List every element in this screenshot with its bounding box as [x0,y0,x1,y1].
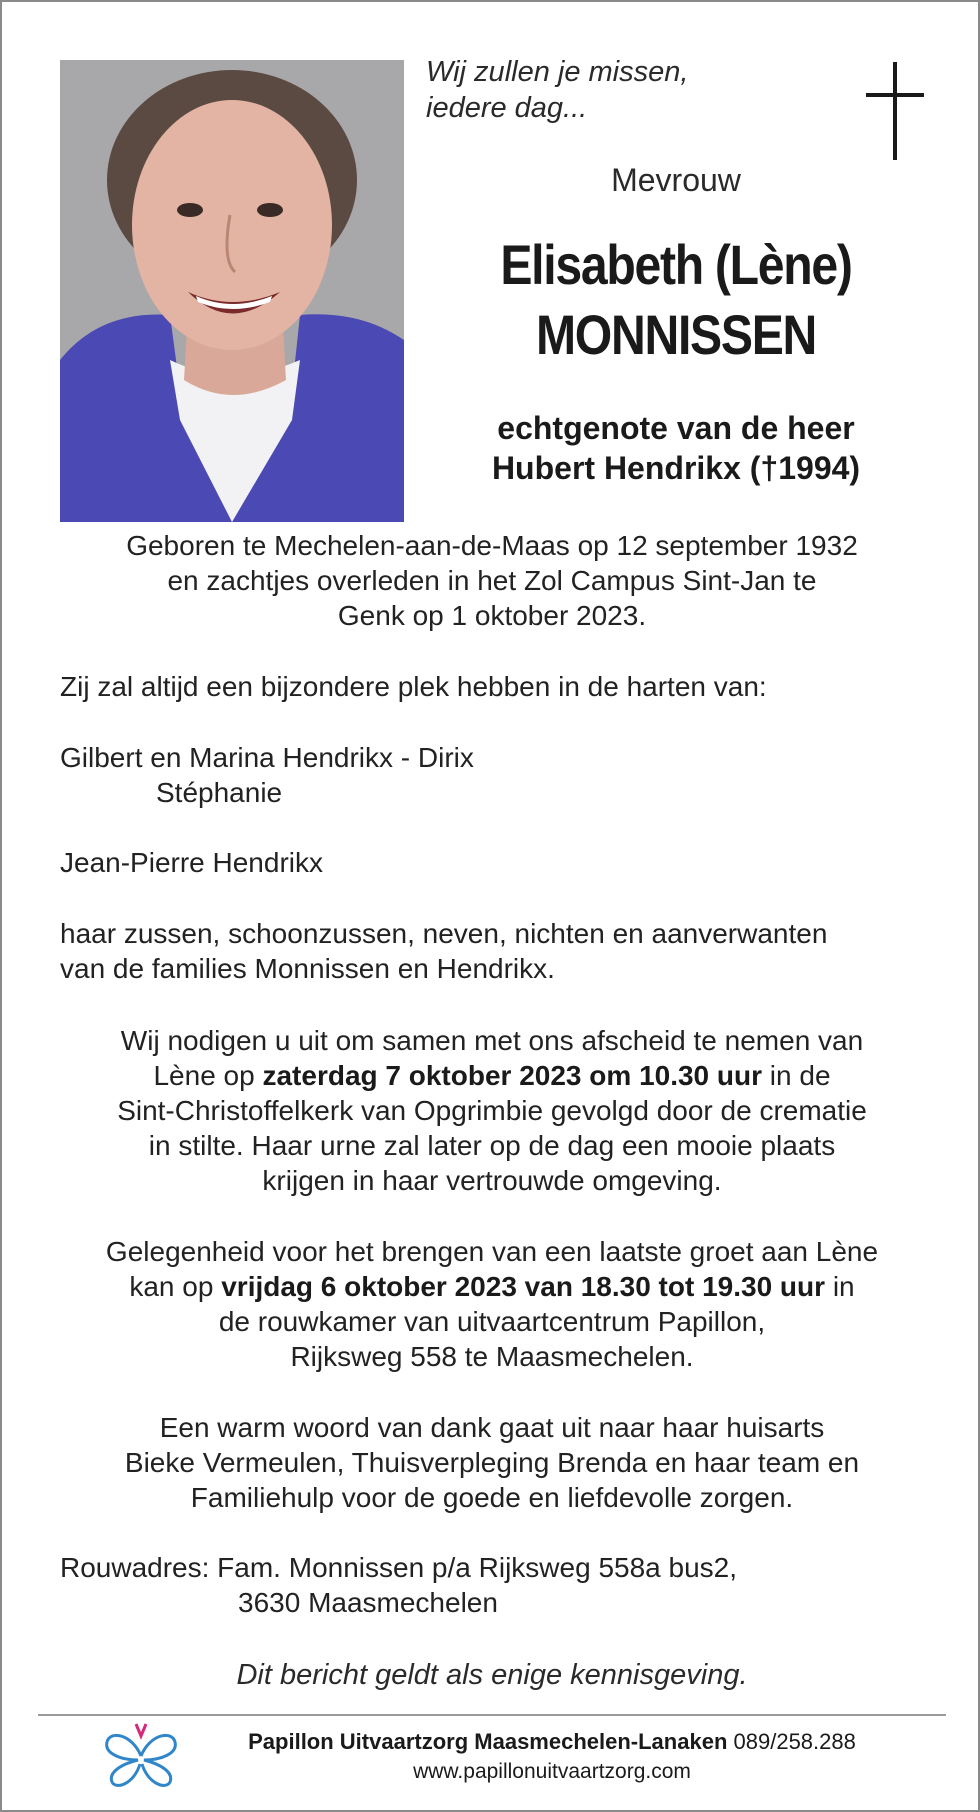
ceremony-paragraph [2,1023,980,1198]
butterfly-icon [102,1720,180,1792]
name-line: MONNISSEN [535,303,817,366]
address-line: 3630 Maasmechelen [238,1587,498,1618]
visitation-date: vrijdag 6 oktober 2023 van 18.30 tot 19.30 uur [221,1271,826,1302]
salutation: Mevrouw [611,162,741,198]
text-segment: Lène op [153,1060,263,1091]
paragraph-line: van de families Monnissen en Hendrikx. [60,953,555,984]
paragraph-line: in stilte. Haar urne zal later op de dag een mooie plaats [148,1130,836,1161]
cross-icon [866,62,924,160]
company-website[interactable]: www.papillonuitvaartzorg.com [413,1760,691,1783]
deceased-name [426,230,926,370]
spouse-line: Hubert Hendrikx (†1994) [491,450,861,486]
text-segment: in [825,1271,855,1302]
paragraph-line: Geboren te Mechelen-aan-de-Maas op 12 september 1932 [126,530,858,561]
portrait-photo [60,60,404,522]
spouse-line: echtgenote van de heer [497,410,855,446]
paragraph-line: Familiehulp voor de goede en liefdevolle zorgen. [190,1482,794,1513]
paragraph-line: en zachtjes overleden in het Zol Campus Sint-Jan te [167,565,817,596]
paragraph-line: Genk op 1 oktober 2023. [337,600,647,631]
thanks-paragraph [2,1410,980,1515]
company-phone: 089/258.288 [733,1729,856,1754]
paragraph-line: haar zussen, schoonzussen, neven, nichten en aanverwanten [60,918,828,949]
memorial-quote [426,54,688,126]
paragraph-line [2,1058,980,1093]
family-grandchild: Stéphanie [156,777,283,808]
spouse-info [426,408,926,488]
quote-line: iedere dag... [426,92,588,124]
company-name: Papillon Uitvaartzorg Maasmechelen-Lanaken [248,1729,728,1754]
mourning-address [60,1550,737,1620]
notice-text: Dit bericht geldt als enige kennisgeving. [236,1659,748,1691]
text-segment: in de [762,1060,831,1091]
paragraph-line: de rouwkamer van uitvaartcentrum Papillon, [218,1306,766,1337]
paragraph-line: Rijksweg 558 te Maasmechelen. [290,1341,694,1372]
quote-line: Wij zullen je missen, [426,56,689,88]
hearts-intro: Zij zal altijd een bijzondere plek hebben in de harten van: [60,671,767,702]
paragraph-line: Gelegenheid voor het brengen van een laatste groet aan Lène [105,1236,879,1267]
family-couple: Gilbert en Marina Hendrikx - Dirix [60,742,474,773]
address-line: Rouwadres: Fam. Monnissen p/a Rijksweg 558a bus2, [60,1552,738,1583]
text-segment: kan op [129,1271,222,1302]
paragraph-line [2,1269,980,1304]
visitation-paragraph [2,1234,980,1374]
footer-divider [38,1714,946,1716]
family-relatives [60,916,827,986]
name-line: Elisabeth (Lène) [500,233,852,296]
paragraph-line: Bieke Vermeulen, Thuisverpleging Brenda en haar team en [124,1447,860,1478]
paragraph-line: krijgen in haar vertrouwde omgeving. [262,1165,722,1196]
footer-line [192,1727,912,1757]
birth-death-paragraph [2,528,980,633]
paragraph-line: Wij nodigen u uit om samen met ons afscheid te nemen van [120,1025,864,1056]
funeral-home-info [192,1727,912,1787]
ceremony-date: zaterdag 7 oktober 2023 om 10.30 uur [262,1060,763,1091]
paragraph-line: Een warm woord van dank gaat uit naar haar huisarts [159,1412,825,1443]
paragraph-line: Sint-Christoffelkerk van Opgrimbie gevolgd door de crematie [117,1095,867,1126]
family-son: Jean-Pierre Hendrikx [60,847,323,878]
